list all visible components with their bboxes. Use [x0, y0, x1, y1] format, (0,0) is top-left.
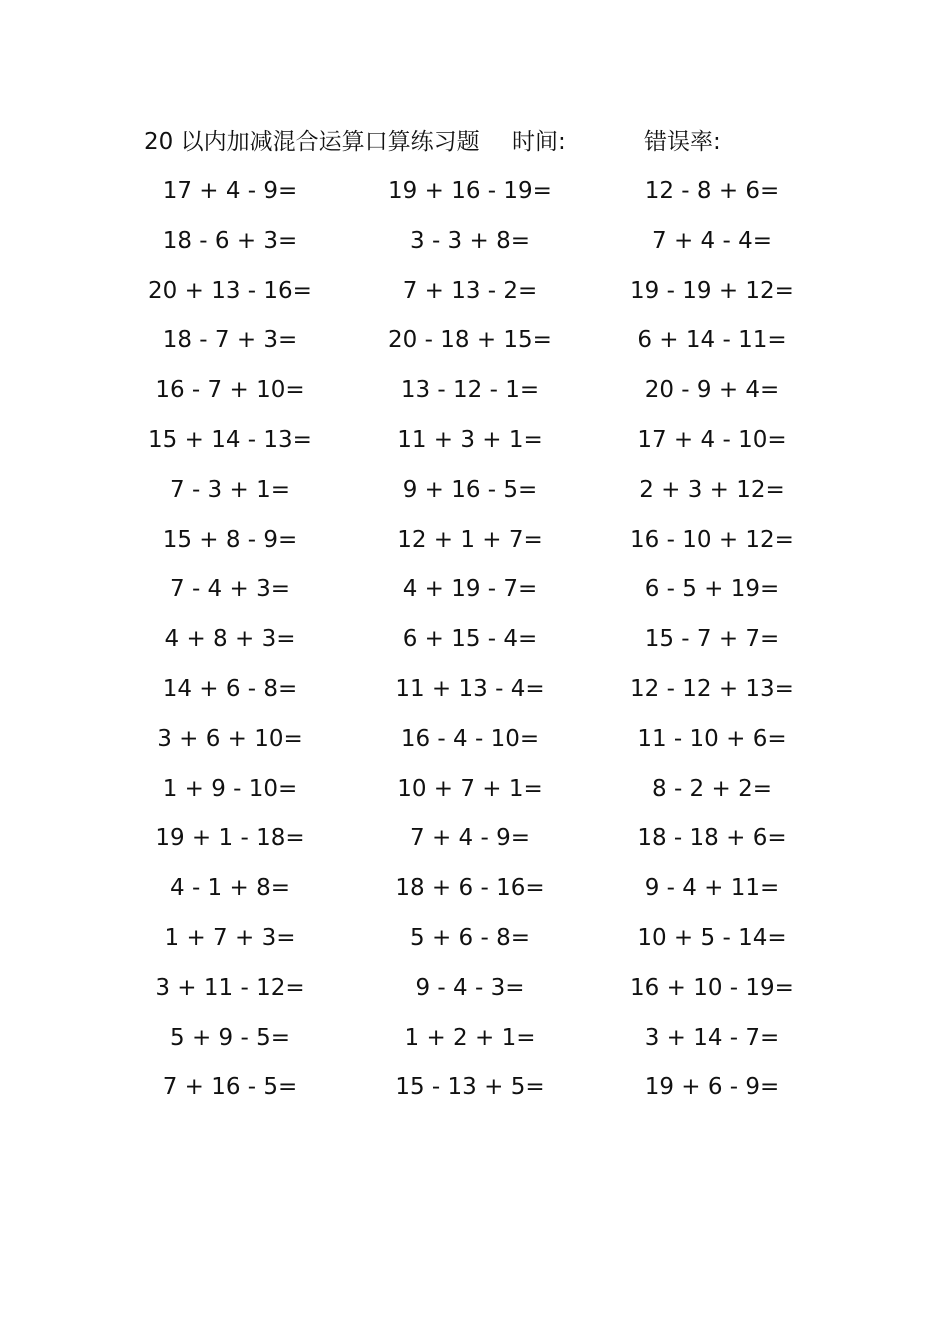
arithmetic-problem: 8 - 2 + 2=: [652, 775, 772, 802]
arithmetic-problem: 10 + 7 + 1=: [397, 775, 543, 802]
arithmetic-problem: 20 + 13 - 16=: [148, 277, 312, 304]
arithmetic-problem: 16 - 4 - 10=: [400, 725, 540, 752]
arithmetic-problem: 15 - 7 + 7=: [644, 626, 780, 653]
arithmetic-problem: 17 + 4 - 9=: [162, 178, 298, 204]
worksheet-header: [144, 124, 844, 160]
arithmetic-problem: 9 - 4 - 3=: [415, 974, 525, 1001]
arithmetic-problem: 5 + 9 - 5=: [170, 1024, 290, 1051]
arithmetic-problem: 7 + 4 - 9=: [410, 825, 530, 852]
arithmetic-problem: 17 + 4 - 10=: [637, 426, 787, 453]
error-rate-label: 错误率:: [644, 129, 721, 155]
arithmetic-problem: 10 + 5 - 14=: [637, 924, 787, 951]
arithmetic-problem: 1 + 7 + 3=: [164, 924, 296, 951]
arithmetic-problem: 19 - 19 + 12=: [630, 277, 794, 304]
arithmetic-problem: 6 + 15 - 4=: [402, 626, 538, 653]
arithmetic-problem: 9 - 4 + 11=: [644, 875, 780, 902]
arithmetic-problem: 7 - 4 + 3=: [170, 576, 290, 603]
arithmetic-problem: 18 - 6 + 3=: [162, 227, 298, 254]
arithmetic-problem: 16 + 10 - 19=: [630, 974, 794, 1001]
arithmetic-problem: 3 + 6 + 10=: [157, 725, 303, 752]
arithmetic-problem: 4 + 8 + 3=: [164, 626, 296, 653]
arithmetic-problem: 4 - 1 + 8=: [170, 875, 290, 902]
arithmetic-problem: 7 + 16 - 5=: [162, 1074, 298, 1101]
arithmetic-problem: 7 + 13 - 2=: [402, 277, 538, 304]
arithmetic-problem: 18 - 18 + 6=: [637, 825, 787, 852]
arithmetic-problem: 15 - 13 + 5=: [395, 1074, 545, 1101]
arithmetic-problem: 14 + 6 - 8=: [162, 675, 298, 702]
arithmetic-problem: 12 - 12 + 13=: [630, 675, 794, 702]
arithmetic-problem: 7 + 4 - 4=: [652, 227, 772, 254]
arithmetic-problem: 5 + 6 - 8=: [410, 924, 530, 951]
arithmetic-problem: 18 - 7 + 3=: [162, 327, 298, 354]
problem-column-2: [350, 172, 590, 1118]
arithmetic-problem: 15 + 8 - 9=: [162, 526, 298, 553]
arithmetic-problem: 11 + 3 + 1=: [397, 426, 543, 453]
arithmetic-problem: 6 - 5 + 19=: [644, 576, 780, 603]
problem-column-1: [110, 172, 350, 1118]
problem-column-3: [592, 172, 832, 1118]
arithmetic-problem: 16 - 10 + 12=: [630, 526, 794, 553]
arithmetic-problem: 18 + 6 - 16=: [395, 875, 545, 902]
arithmetic-problem: 16 - 7 + 10=: [155, 377, 305, 404]
arithmetic-problem: 2 + 3 + 12=: [639, 476, 785, 503]
arithmetic-problem: 11 + 13 - 4=: [395, 675, 545, 702]
arithmetic-problem: 19 + 16 - 19=: [388, 178, 552, 204]
arithmetic-problem: 3 - 3 + 8=: [410, 227, 530, 254]
arithmetic-problem: 4 + 19 - 7=: [402, 576, 538, 603]
arithmetic-problem: 12 + 1 + 7=: [397, 526, 543, 553]
arithmetic-problem: 3 + 11 - 12=: [155, 974, 305, 1001]
arithmetic-problem: 9 + 16 - 5=: [402, 476, 538, 503]
arithmetic-problem: 13 - 12 - 1=: [400, 377, 540, 404]
arithmetic-problem: 20 - 9 + 4=: [644, 377, 780, 404]
arithmetic-problem: 15 + 14 - 13=: [148, 426, 312, 453]
arithmetic-problem: 1 + 2 + 1=: [404, 1024, 536, 1051]
arithmetic-problem: 19 + 1 - 18=: [155, 825, 305, 852]
arithmetic-problem: 6 + 14 - 11=: [637, 327, 787, 354]
arithmetic-problem: 20 - 18 + 15=: [388, 327, 552, 354]
arithmetic-problem: 11 - 10 + 6=: [637, 725, 787, 752]
arithmetic-problem: 7 - 3 + 1=: [170, 476, 290, 503]
arithmetic-problem: 1 + 9 - 10=: [162, 775, 298, 802]
arithmetic-problem: 19 + 6 - 9=: [644, 1074, 780, 1101]
arithmetic-problem: 3 + 14 - 7=: [644, 1024, 780, 1051]
arithmetic-problem: 12 - 8 + 6=: [644, 178, 780, 204]
worksheet-title: 20 以内加减混合运算口算练习题: [144, 129, 480, 155]
time-label: 时间:: [512, 129, 566, 155]
